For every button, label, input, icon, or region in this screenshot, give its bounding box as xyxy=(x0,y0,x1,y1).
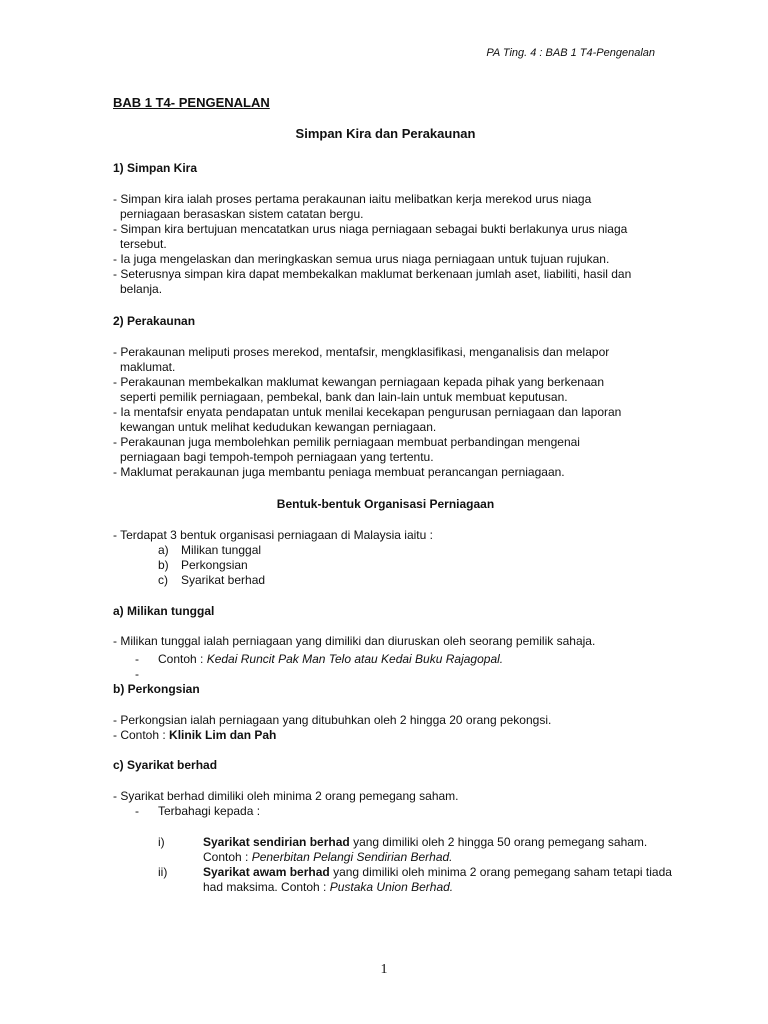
paragraph-line: perniagaan berasaskan sistem catatan bergu. xyxy=(120,207,364,221)
syarikat-berhad-body xyxy=(113,789,658,819)
paragraph-line: - Ia juga mengelaskan dan meringkaskan semua urus niaga perniagaan untuk tujuan rujukan. xyxy=(113,252,610,266)
paragraph-line: - Ia mentafsir enyata pendapatan untuk menilai kecekapan pengurusan perniagaan dan laporan xyxy=(113,405,622,419)
heading-perkongsian: b) Perkongsian xyxy=(113,682,200,696)
paragraph-line: - Seterusnya simpan kira dapat membekalkan maklumat berkenaan jumlah aset, liabiliti, hasil dan xyxy=(113,267,632,281)
example-value: Kedai Runcit Pak Man Telo atau Kedai Buku Rajagopal. xyxy=(206,652,504,666)
example-label: - Contoh : xyxy=(113,728,170,742)
paragraph-line: - Milikan tunggal ialah perniagaan yang dimiliki dan diuruskan oleh seorang pemilik sahaja. xyxy=(113,634,596,648)
list-text: Syarikat berhad xyxy=(181,573,266,587)
paragraph-line: - Maklumat perakaunan juga membantu peniaga membuat perancangan perniagaan. xyxy=(113,465,565,479)
example-value: Pustaka Union Berhad. xyxy=(329,880,454,894)
organisation-forms-list xyxy=(113,528,658,588)
empty-dash-line xyxy=(113,667,658,682)
list-text: Perkongsian xyxy=(181,558,248,572)
page-number: 1 xyxy=(380,962,388,977)
chapter-title: BAB 1 T4- PENGENALAN xyxy=(113,95,270,110)
paragraph-line: - Simpan kira bertujuan mencatatkan urus niaga perniagaan sebagai bukti berlakunya urus niaga xyxy=(113,222,628,236)
item-text: yang dimiliki oleh minima 2 orang pemegang saham tetapi tiada xyxy=(329,865,672,879)
heading-simpan-kira: 1) Simpan Kira xyxy=(113,161,198,175)
example-label: Contoh : xyxy=(158,652,207,666)
list-text: Milikan tunggal xyxy=(181,543,262,557)
list-item xyxy=(113,573,658,588)
perkongsian-body xyxy=(113,713,658,743)
paragraph-line: - Simpan kira ialah proses pertama perakaunan iaitu melibatkan kerja merekod urus niaga xyxy=(113,192,592,206)
paragraph-line: belanja. xyxy=(120,282,163,296)
paragraph-line: - Terdapat 3 bentuk organisasi perniagaan di Malaysia iaitu : xyxy=(113,528,433,542)
example-value: Klinik Lim dan Pah xyxy=(169,728,277,742)
paragraph-line: - Syarikat berhad dimiliki oleh minima 2 orang pemegang saham. xyxy=(113,789,459,803)
item-term: Syarikat awam berhad xyxy=(203,865,330,879)
milikan-tunggal-body xyxy=(113,634,658,682)
list-item-continuation xyxy=(113,850,658,865)
paragraph-line: - Perkongsian ialah perniagaan yang ditubuhkan oleh 2 hingga 20 orang pekongsi. xyxy=(113,713,552,727)
list-item xyxy=(113,558,658,573)
list-marker: c) xyxy=(158,573,168,587)
list-item xyxy=(113,865,672,880)
item-term: Syarikat sendirian berhad xyxy=(203,835,350,849)
item-text: yang dimiliki oleh 2 hingga 50 orang pemegang saham. xyxy=(349,835,648,849)
heading-perakaunan: 2) Perakaunan xyxy=(113,314,196,328)
paragraph-line: perniagaan bagi tempoh-tempoh perniagaan yang tertentu. xyxy=(120,450,434,464)
example-line xyxy=(113,728,658,743)
example-value: Penerbitan Pelangi Sendirian Berhad. xyxy=(251,850,453,864)
heading-milikan-tunggal: a) Milikan tunggal xyxy=(113,604,215,618)
perakaunan-body xyxy=(113,345,658,480)
list-marker: a) xyxy=(158,543,169,557)
list-marker: b) xyxy=(158,558,169,572)
list-item xyxy=(113,543,658,558)
organisation-forms-title: Bentuk-bentuk Organisasi Perniagaan xyxy=(276,497,495,511)
running-header: PA Ting. 4 : BAB 1 T4-Pengenalan xyxy=(486,47,655,59)
dash-marker: - xyxy=(135,804,139,818)
company-types-list xyxy=(113,835,672,895)
list-marker: ii) xyxy=(158,865,168,879)
paragraph-line: - Perakaunan juga membolehkan pemilik perniagaan membuat perbandingan mengenai xyxy=(113,435,580,449)
heading-syarikat-berhad: c) Syarikat berhad xyxy=(113,758,218,772)
paragraph-line: - Perakaunan meliputi proses merekod, mentafsir, mengklasifikasi, menganalisis dan melapor xyxy=(113,345,610,359)
list-item xyxy=(113,835,658,850)
sub-label: Terbahagi kepada : xyxy=(158,804,261,818)
paragraph-line: tersebut. xyxy=(120,237,167,251)
list-item-continuation xyxy=(113,880,658,895)
paragraph-line: maklumat. xyxy=(120,360,176,374)
paragraph-line: - Perakaunan membekalkan maklumat kewangan perniagaan kepada pihak yang berkenaan xyxy=(113,375,604,389)
sub-dash-line xyxy=(113,804,658,819)
example-label: Contoh : xyxy=(203,850,252,864)
list-marker: i) xyxy=(158,835,165,849)
dash-marker: - xyxy=(135,652,139,666)
example-label: had maksima. Contoh : xyxy=(203,880,330,894)
paragraph-line: kewangan untuk melihat kedudukan kewangan perniagaan. xyxy=(120,420,437,434)
paragraph-line: seperti pemilik perniagaan, pembekal, bank dan lain-lain untuk membuat keputusan. xyxy=(120,390,568,404)
example-line xyxy=(113,652,658,667)
dash-marker: - xyxy=(135,667,139,681)
section-title: Simpan Kira dan Perakaunan xyxy=(295,126,476,141)
simpan-kira-body xyxy=(113,192,658,297)
